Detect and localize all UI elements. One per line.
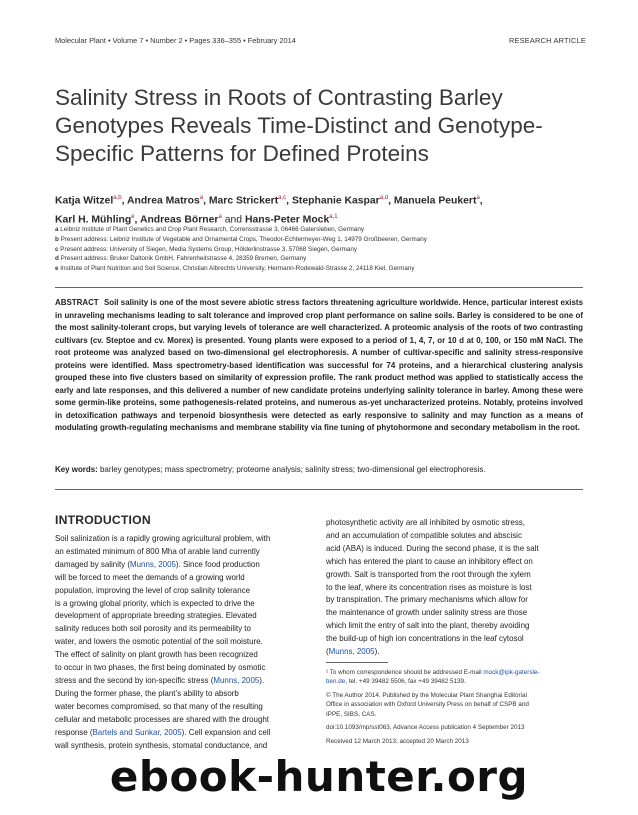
affiliation-text: Present address: University of Siegen, Media Systems Group, Hölderlinstrasse 3, 57068 Siegen, Germany [60,245,358,253]
author-separator: , [479,195,483,207]
text-run: growth. Salt is transported from the root through the xylem [326,569,531,579]
affiliation-key: c [55,245,59,253]
affiliation-item [55,225,595,235]
author-separator: and [221,214,245,226]
author-separator: , [286,195,292,207]
body-text-line [55,714,309,727]
title-line: Specific Patterns for Defined Proteins [55,141,429,166]
author-superscript: a,b [113,195,122,201]
body-text-line [55,598,309,611]
citation-link[interactable]: Munns, 2005 [328,647,375,657]
text-run: response ( [55,727,93,737]
author-name: Andrea Matros [126,195,200,207]
author-superscript: a [199,195,204,201]
author-name: Manuela Peukert [393,195,477,207]
text-run: water, and lowers the osmotic potential of the soil moisture. [55,637,263,647]
abstract [55,297,583,435]
citation-link[interactable]: Munns, 2005 [130,559,176,569]
author-name: Karl H. Mühling [55,214,132,226]
text-run: the build-up of high ion concentrations in the leaf cytosol [326,634,524,644]
author-name: Stephanie Kaspar [291,195,380,207]
body-text-line [55,727,309,740]
text-run: development of appropriate breeding strategies. Elevated [55,611,257,621]
body-text-line [326,646,583,659]
abstract-bottom-rule [55,489,583,490]
footnote-line: Office in association with Oxford University Press on behalf of CSPB and [326,701,529,709]
author-name: Marc Strickert [208,195,279,207]
text-run: wall synthesis, protein synthesis, stomatal conductance, and [55,740,268,750]
author-separator: , [134,214,140,226]
author-name: Andreas Börner [139,214,219,226]
footnote-line [326,668,583,677]
article-title [55,84,595,168]
body-text-line [55,623,309,636]
body-text-line [55,675,309,688]
keywords [55,464,583,476]
abstract-text: Soil salinity is one of the most severe abiotic stress factors threatening agriculture worldwide. Hence, particular interest exists in unraveling mechanisms leading to salt tolerance and improved crop plant performance on saline soils. Barley is considered to be one of the most salinity-tolerant crops, but varying levels of tolerance are well characterized. A proteomic analysis of the roots of two contrasting cultivars (cv. Steptoe and cv. Morex) is presented. Young plants were exposed to a period of 1, 4, 7, or 10 d at 0, 100, or 150 mM NaCl. The root proteome was analyzed based on two-dimensional gel electrophoresis. A number of cultivar-specific and salinity stress-responsive proteins were identified. Mass spectrometry-based identification was successful for 74 proteins, and a hierarchical clustering analysis grouped these into five clusters based on similarity of expression profile. The rank product method was applied to statistically access the early and late responses, and this delivered a number of new candidate proteins underlying salinity tolerance in barley. Among these were some germin-like proteins, some pathogenesis-related proteins, and numerous as-yet uncharacterized proteins. Notably, proteins involved in detoxification pathways and terpenoid biosynthesis were detected as early responsive to salinity and may function as a means of modulating growth-regulating mechanisms and membrane stability via fine tuning of phytohormone and secondary metabolism in the root. [55,298,583,433]
keywords-text: barley genotypes; mass spectrometry; proteome analysis; salinity stress; two-dimensional gel electrophoresis. [100,465,486,474]
author-name: Katja Witzel [55,195,114,207]
body-text-line [55,701,309,714]
text-run: photosynthetic activity are all inhibited by osmotic stress, [326,518,525,527]
text-run: will be forced to meet the demands of a growing world [55,572,245,582]
body-column-left [55,533,309,752]
affiliation-key: e [55,265,59,273]
body-column-right [326,517,583,659]
author-superscript: a,1 [329,214,338,221]
affiliation-item [55,254,595,264]
footnote-line: © The Author 2014. Published by the Molecular Plant Shanghai Editorial [326,691,527,699]
body-text-line [55,649,309,662]
text-run: is a growing global priority, which is expected to drive the [55,598,255,608]
body-text-line [55,546,309,559]
affiliation-key: a [55,226,59,233]
text-run: acid (ABA) is induced. During the second phase, it is the salt [326,543,539,553]
author-line [55,190,595,209]
text-run: ). Since food production [175,559,260,569]
keywords-label: Key words: [55,465,98,474]
affiliation-text: Present address: Bruker Daltonik GmbH, Fahrenheitstrasse 4, 28359 Bremen, Germany [60,255,307,263]
body-text-line [326,607,583,620]
body-text-line [326,556,583,569]
text-run: by transpiration. The primary mechanisms which allow for [326,595,528,605]
body-text-line [55,533,309,546]
affiliation-item [55,235,595,245]
received-line: Received 12 March 2013; accepted 20 March 2013 [326,738,469,746]
text-run: salinity reduces both soil porosity and its permeability to [55,624,251,634]
author-superscript: e [131,214,135,221]
affiliation-text: Institute of Plant Nutrition and Soil Science, Christian Albrechts University, Hermann-Rodewald-Strasse 2, 24118 Kiel, Germany [60,265,415,273]
body-text-line [55,662,309,675]
affiliation-item [55,245,595,255]
title-line: Genotypes Reveals Time-Distinct and Genotype- [55,113,543,138]
footnotes [326,668,583,747]
text-run: During the former phase, the plant’s ability to absorb [55,688,239,698]
author-superscript: a [476,195,480,201]
body-text-line [55,559,309,572]
text-run: ( [326,647,329,657]
text-run: ). [374,647,380,657]
affiliation-text: Leibniz Institute of Plant Genetics and Crop Plant Research, Corrensstrasse 3, 06466 Gatersleben, Germany [60,226,365,233]
body-text-line [326,517,583,530]
text-run: and an accumulation of compatible solutes and abscisic [326,530,522,540]
body-text-line [326,633,583,646]
body-text-line [326,530,583,543]
text-run: ). Cell expansion and cell [181,727,271,737]
author-superscript: a,c [278,195,287,201]
footnote-line [326,677,583,686]
text-run: stress and the second by ion-specific stress ( [55,675,214,685]
journal-header: Molecular Plant • Volume 7 • Number 2 • Pages 336–355 • February 2014 [55,36,296,45]
author-superscript: a,d [379,195,389,201]
affiliation-text: Present address: Leibniz Institute of Vegetable and Ornamental Crops, Theodor-Echtermeyer-Weg 1, 14979 Großbeeren, Germany [60,235,427,243]
citation-link[interactable]: Bartels and Sunkar, 2005 [92,727,182,737]
text-run: ). [259,675,265,685]
body-text-line [55,585,309,598]
copyright-note [326,691,583,719]
body-text-line [326,543,583,556]
author-list [55,190,595,229]
author-separator: , [121,195,127,207]
text-run: which has entered the plant to cause an inhibitory effect on [326,556,533,566]
body-text-line [326,620,583,633]
citation-link[interactable]: Munns, 2005 [213,675,260,685]
text-run: damaged by salinity ( [55,559,131,569]
body-text-line [326,569,583,582]
author-superscript: a [218,214,222,221]
footnote-line: IPPE, SIBS, CAS. [326,710,377,718]
email-link[interactable]: mock@ipk-gatersle- [483,669,540,676]
text-run: ¹ To whom correspondence should be addressed E-mail [326,669,484,676]
affiliation-list [55,225,595,274]
correspondence-note [326,668,583,687]
text-run: , tel. +49 39482 5506, fax +49 39482 5139. [345,678,466,686]
affiliation-item [55,264,595,274]
body-text-line [55,636,309,649]
section-heading: INTRODUCTION [55,513,151,527]
text-run: population, improving the level of crop salinity tolerance [55,585,251,595]
text-run: The effect of salinity on plant growth has been recognized [55,650,258,660]
email-link[interactable]: ben.de [326,678,346,686]
text-run: the maintenance of growth under salinity stress are those [326,608,528,618]
text-run: Soil salinization is a rapidly growing agricultural problem, with [55,534,271,543]
abstract-top-rule [55,287,583,288]
text-run: to the leaf, where its concentration rises as moisture is lost [326,582,532,592]
body-text-line [55,740,309,753]
text-run: which limit the entry of salt into the plant, thereby avoiding [326,621,530,631]
watermark: ebook-hunter.org [109,752,529,801]
footnote-rule [326,662,388,663]
body-text-line [326,582,583,595]
text-run: cellular and metabolic processes are shared with the drought [55,714,269,724]
affiliation-key: d [55,255,59,263]
author-separator: , [203,195,209,207]
text-run: an estimated minimum of 800 Mha of arable land currently [55,546,260,556]
abstract-label: ABSTRACT [55,298,99,307]
body-text-line [326,594,583,607]
body-text-line [55,688,309,701]
author-separator: , [388,195,394,207]
article-type-label: RESEARCH ARTICLE [509,36,586,45]
doi-line: doi:10.1093/mp/sst063, Advance Access publication 4 September 2013 [326,724,525,732]
text-run: to occur in two phases, the first being dominated by osmotic [55,663,266,673]
body-text-line [55,572,309,585]
text-run: water becomes compromised, so that many of the resulting [55,701,263,711]
title-line: Salinity Stress in Roots of Contrasting Barley [55,85,503,110]
author-name: Hans-Peter Mock [244,214,330,226]
affiliation-key: b [55,235,59,243]
body-text-line [55,610,309,623]
